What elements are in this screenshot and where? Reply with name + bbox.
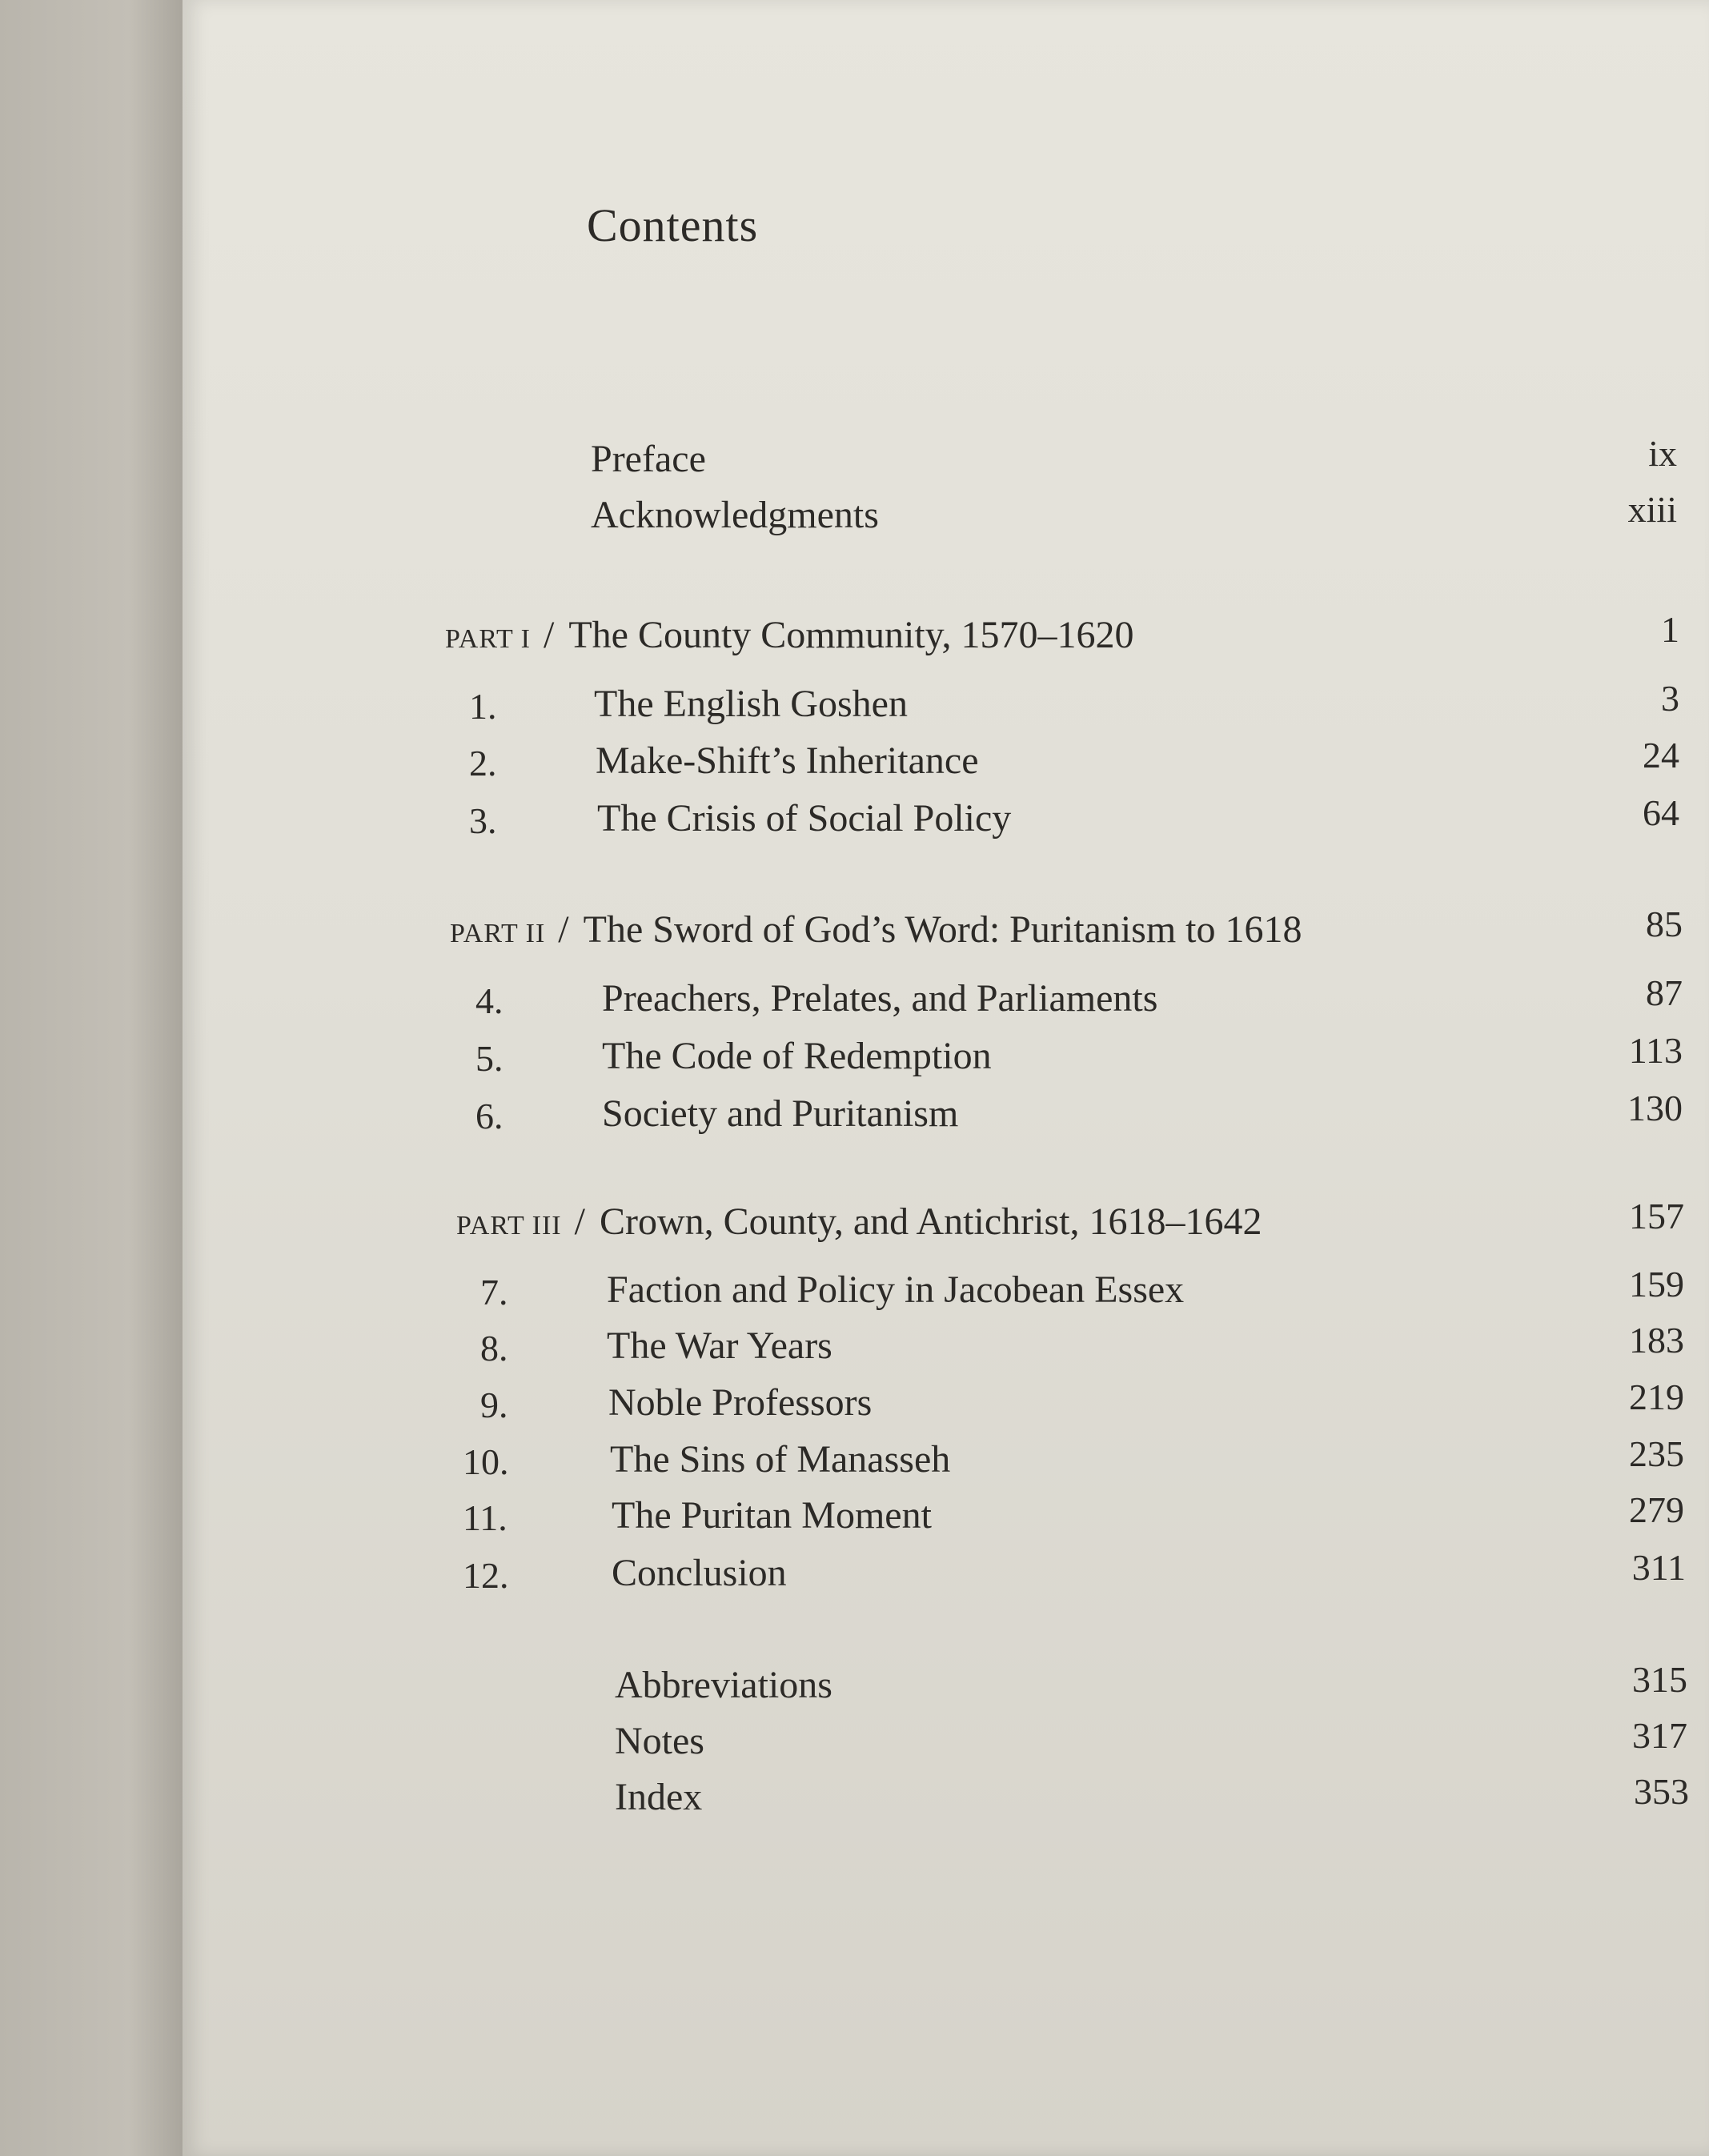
part-page: 157: [1629, 1196, 1684, 1236]
toc-chapter-7: [480, 1260, 1684, 1316]
chapter-number: 10.: [463, 1441, 509, 1482]
chapter-page: 3: [1661, 678, 1679, 719]
toc-entry-page: xiii: [1627, 489, 1677, 530]
toc-entry-notes: [615, 1711, 1687, 1767]
part-title: Crown, County, and Antichrist, 1618–1642: [599, 1200, 1262, 1243]
toc-entry-page: 353: [1634, 1771, 1689, 1812]
part-label: PART II: [450, 919, 546, 948]
part-title: The Sword of God’s Word: Puritanism to 1618: [583, 908, 1302, 951]
toc-entry-page: 315: [1632, 1659, 1687, 1700]
toc-entry-page: 317: [1632, 1715, 1687, 1756]
part-page: 1: [1661, 609, 1679, 650]
part-separator: /: [558, 908, 569, 951]
toc-chapter-4: [475, 968, 1683, 1024]
chapter-title: Preachers, Prelates, and Parliaments: [602, 977, 1158, 1020]
toc-entry-index: [615, 1767, 1689, 1823]
contents-page: [183, 0, 1709, 2156]
page-title: Contents: [587, 199, 759, 251]
part-separator: /: [543, 614, 555, 656]
toc-part-1: [445, 605, 1679, 661]
chapter-title: The English Goshen: [594, 683, 908, 725]
toc-entry-preface: [591, 429, 1677, 485]
toc-chapter-6: [475, 1084, 1683, 1140]
chapter-title: Noble Professors: [608, 1381, 873, 1424]
chapter-title: Society and Puritanism: [602, 1092, 959, 1135]
chapter-page: 87: [1646, 972, 1683, 1013]
chapter-number: 2.: [469, 743, 497, 783]
chapter-title: The Code of Redemption: [602, 1035, 992, 1077]
chapter-number: 9.: [480, 1385, 508, 1425]
part-label: PART III: [456, 1211, 562, 1240]
chapter-title: Faction and Policy in Jacobean Essex: [607, 1268, 1185, 1311]
part-label: PART I: [445, 624, 531, 654]
chapter-number: 5.: [475, 1038, 503, 1079]
chapter-page: 183: [1629, 1320, 1684, 1361]
chapter-title: Make-Shift’s Inheritance: [596, 739, 979, 782]
toc-entry-title: Acknowledgments: [591, 494, 879, 536]
chapter-number: 3.: [469, 800, 497, 841]
toc-chapter-10: [463, 1429, 1684, 1485]
chapter-page: 219: [1629, 1377, 1684, 1417]
toc-chapter-3: [469, 788, 1679, 844]
toc-entry-title: Index: [615, 1776, 703, 1818]
book-gutter: [0, 0, 184, 2156]
part-separator: /: [574, 1200, 585, 1243]
chapter-page: 279: [1629, 1489, 1684, 1530]
toc-chapter-1: [469, 674, 1679, 730]
chapter-title: The War Years: [607, 1324, 832, 1367]
chapter-number: 6.: [475, 1096, 503, 1136]
toc-chapter-5: [475, 1026, 1683, 1082]
chapter-page: 130: [1627, 1088, 1683, 1128]
toc-chapter-9: [480, 1373, 1684, 1429]
toc-entry-title: Abbreviations: [615, 1664, 832, 1706]
chapter-page: 24: [1643, 735, 1679, 775]
toc-entry-page: ix: [1648, 433, 1677, 474]
toc-part-3: [456, 1192, 1684, 1248]
chapter-title: The Sins of Manasseh: [610, 1438, 951, 1481]
toc-chapter-2: [469, 731, 1679, 787]
toc-chapter-11: [463, 1485, 1684, 1541]
chapter-title: Conclusion: [612, 1552, 787, 1594]
chapter-title: The Crisis of Social Policy: [597, 797, 1012, 840]
toc-chapter-8: [480, 1316, 1684, 1372]
chapter-number: 12.: [463, 1555, 509, 1596]
chapter-page: 64: [1643, 792, 1679, 833]
chapter-title: The Puritan Moment: [612, 1494, 932, 1537]
toc-entry-abbreviations: [615, 1655, 1687, 1711]
toc-entry-acknowledgments: [591, 485, 1677, 541]
part-page: 85: [1646, 904, 1683, 944]
part-title: The County Community, 1570–1620: [568, 614, 1134, 656]
chapter-page: 311: [1631, 1547, 1686, 1588]
chapter-number: 8.: [480, 1328, 508, 1369]
toc-chapter-12: [463, 1543, 1686, 1599]
chapter-number: 1.: [469, 686, 497, 727]
toc-part-2: [450, 900, 1683, 956]
toc-entry-title: Notes: [615, 1720, 704, 1762]
chapter-page: 113: [1628, 1030, 1683, 1071]
chapter-page: 159: [1629, 1264, 1684, 1304]
chapter-page: 235: [1629, 1433, 1684, 1474]
chapter-number: 11.: [463, 1497, 507, 1538]
chapter-number: 4.: [475, 980, 503, 1021]
toc-entry-title: Preface: [591, 438, 706, 480]
chapter-number: 7.: [480, 1272, 508, 1312]
